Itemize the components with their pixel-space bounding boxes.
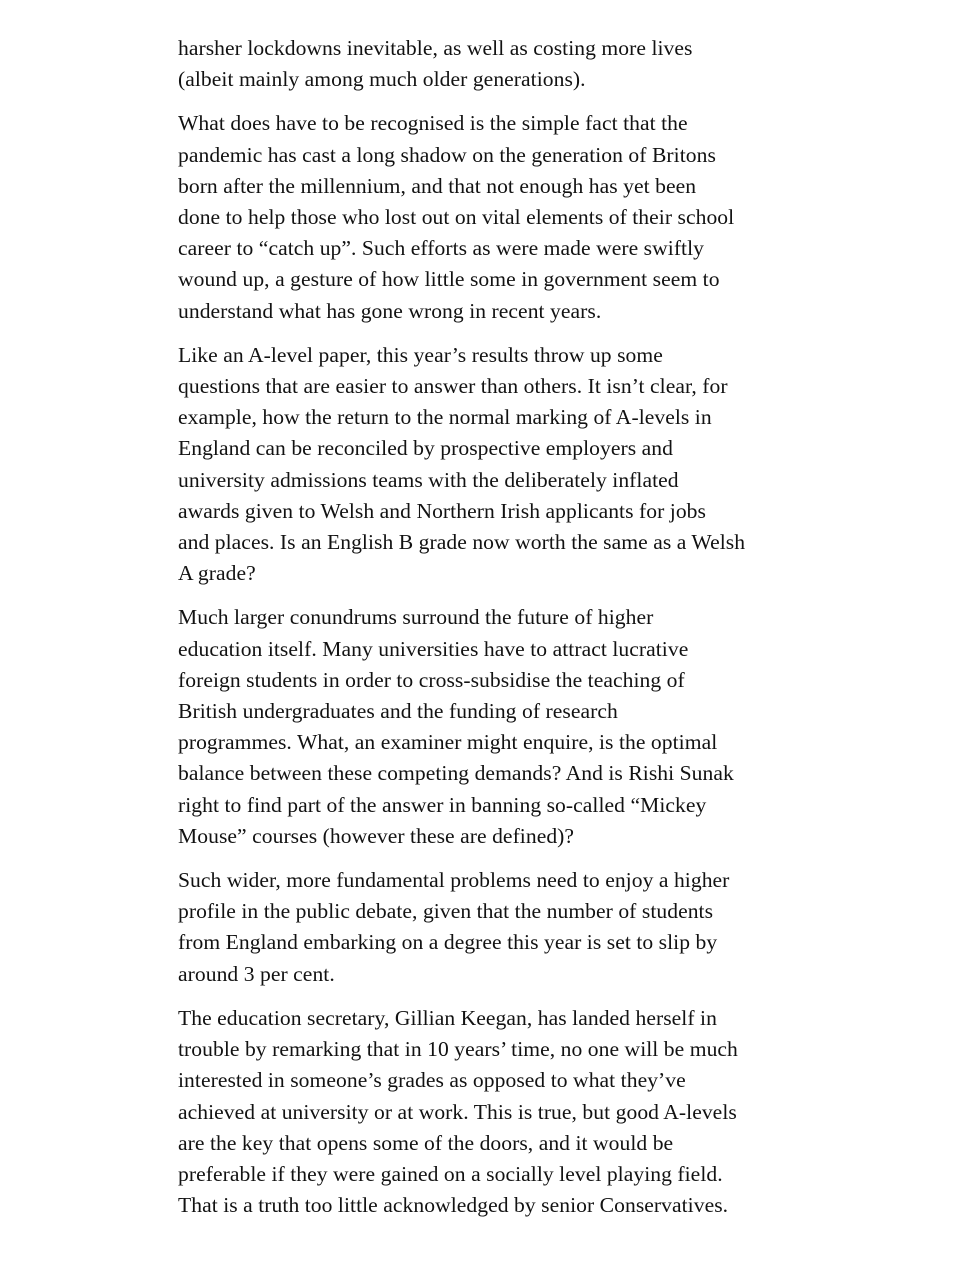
text-line: A grade? [178,561,256,586]
text-line: profile in the public debate, given that the number of students [178,899,714,924]
paragraph-2 [178,108,788,326]
text-line: around 3 per cent. [178,961,335,986]
text-line: career to “catch up”. Such efforts as were made were swiftly [178,236,705,261]
paragraph-4 [178,602,788,852]
text-line: questions that are easier to answer than others. It isn’t clear, for [178,374,728,399]
text-line: balance between these competing demands? And is Rishi Sunak [178,761,734,786]
text-line: Much larger conundrums surround the future of higher [178,605,654,630]
text-line: and places. Is an English B grade now worth the same as a Welsh [178,530,746,555]
text-line: wound up, a gesture of how little some in government seem to [178,267,720,292]
text-line: preferable if they were gained on a socially level playing field. [178,1161,723,1186]
text-line: (albeit mainly among much older generations). [178,67,586,92]
text-line: interested in someone’s grades as opposed to what they’ve [178,1068,686,1093]
text-line: trouble by remarking that in 10 years’ time, no one will be much [178,1037,738,1062]
text-line: Like an A-level paper, this year’s results throw up some [178,342,663,367]
paragraph-1 [178,33,788,95]
text-line: What does have to be recognised is the simple fact that the [178,111,688,136]
text-line: British undergraduates and the funding of research [178,699,618,724]
text-line: understand what has gone wrong in recent years. [178,298,602,323]
text-line: example, how the return to the normal marking of A-levels in [178,405,712,430]
text-line: right to find part of the answer in banning so-called “Mickey [178,792,707,817]
paragraph-6 [178,1003,788,1221]
text-line: done to help those who lost out on vital elements of their school [178,205,735,230]
article-body [178,33,788,1234]
text-line: harsher lockdowns inevitable, as well as costing more lives [178,36,693,60]
text-line: born after the millennium, and that not enough has yet been [178,173,697,198]
text-line: programmes. What, an examiner might enquire, is the optimal [178,730,718,755]
text-line: achieved at university or at work. This is true, but good A-levels [178,1099,737,1124]
text-line: foreign students in order to cross-subsidise the teaching of [178,667,685,692]
text-line: Such wider, more fundamental problems need to enjoy a higher [178,868,730,893]
text-line: pandemic has cast a long shadow on the generation of Britons [178,142,716,167]
paragraph-5 [178,865,788,990]
text-line: Mouse” courses (however these are defined)? [178,823,575,848]
text-line: England can be reconciled by prospective employers and [178,436,673,461]
paragraph-3 [178,340,788,590]
text-line: That is a truth too little acknowledged by senior Conservatives. [178,1193,729,1218]
text-line: from England embarking on a degree this year is set to slip by [178,930,718,955]
text-line: are the key that opens some of the doors, and it would be [178,1130,674,1155]
text-line: university admissions teams with the deliberately inflated [178,467,679,492]
text-line: awards given to Welsh and Northern Irish applicants for jobs [178,498,706,523]
text-line: The education secretary, Gillian Keegan, has landed herself in [178,1005,717,1030]
text-line: education itself. Many universities have to attract lucrative [178,636,689,661]
